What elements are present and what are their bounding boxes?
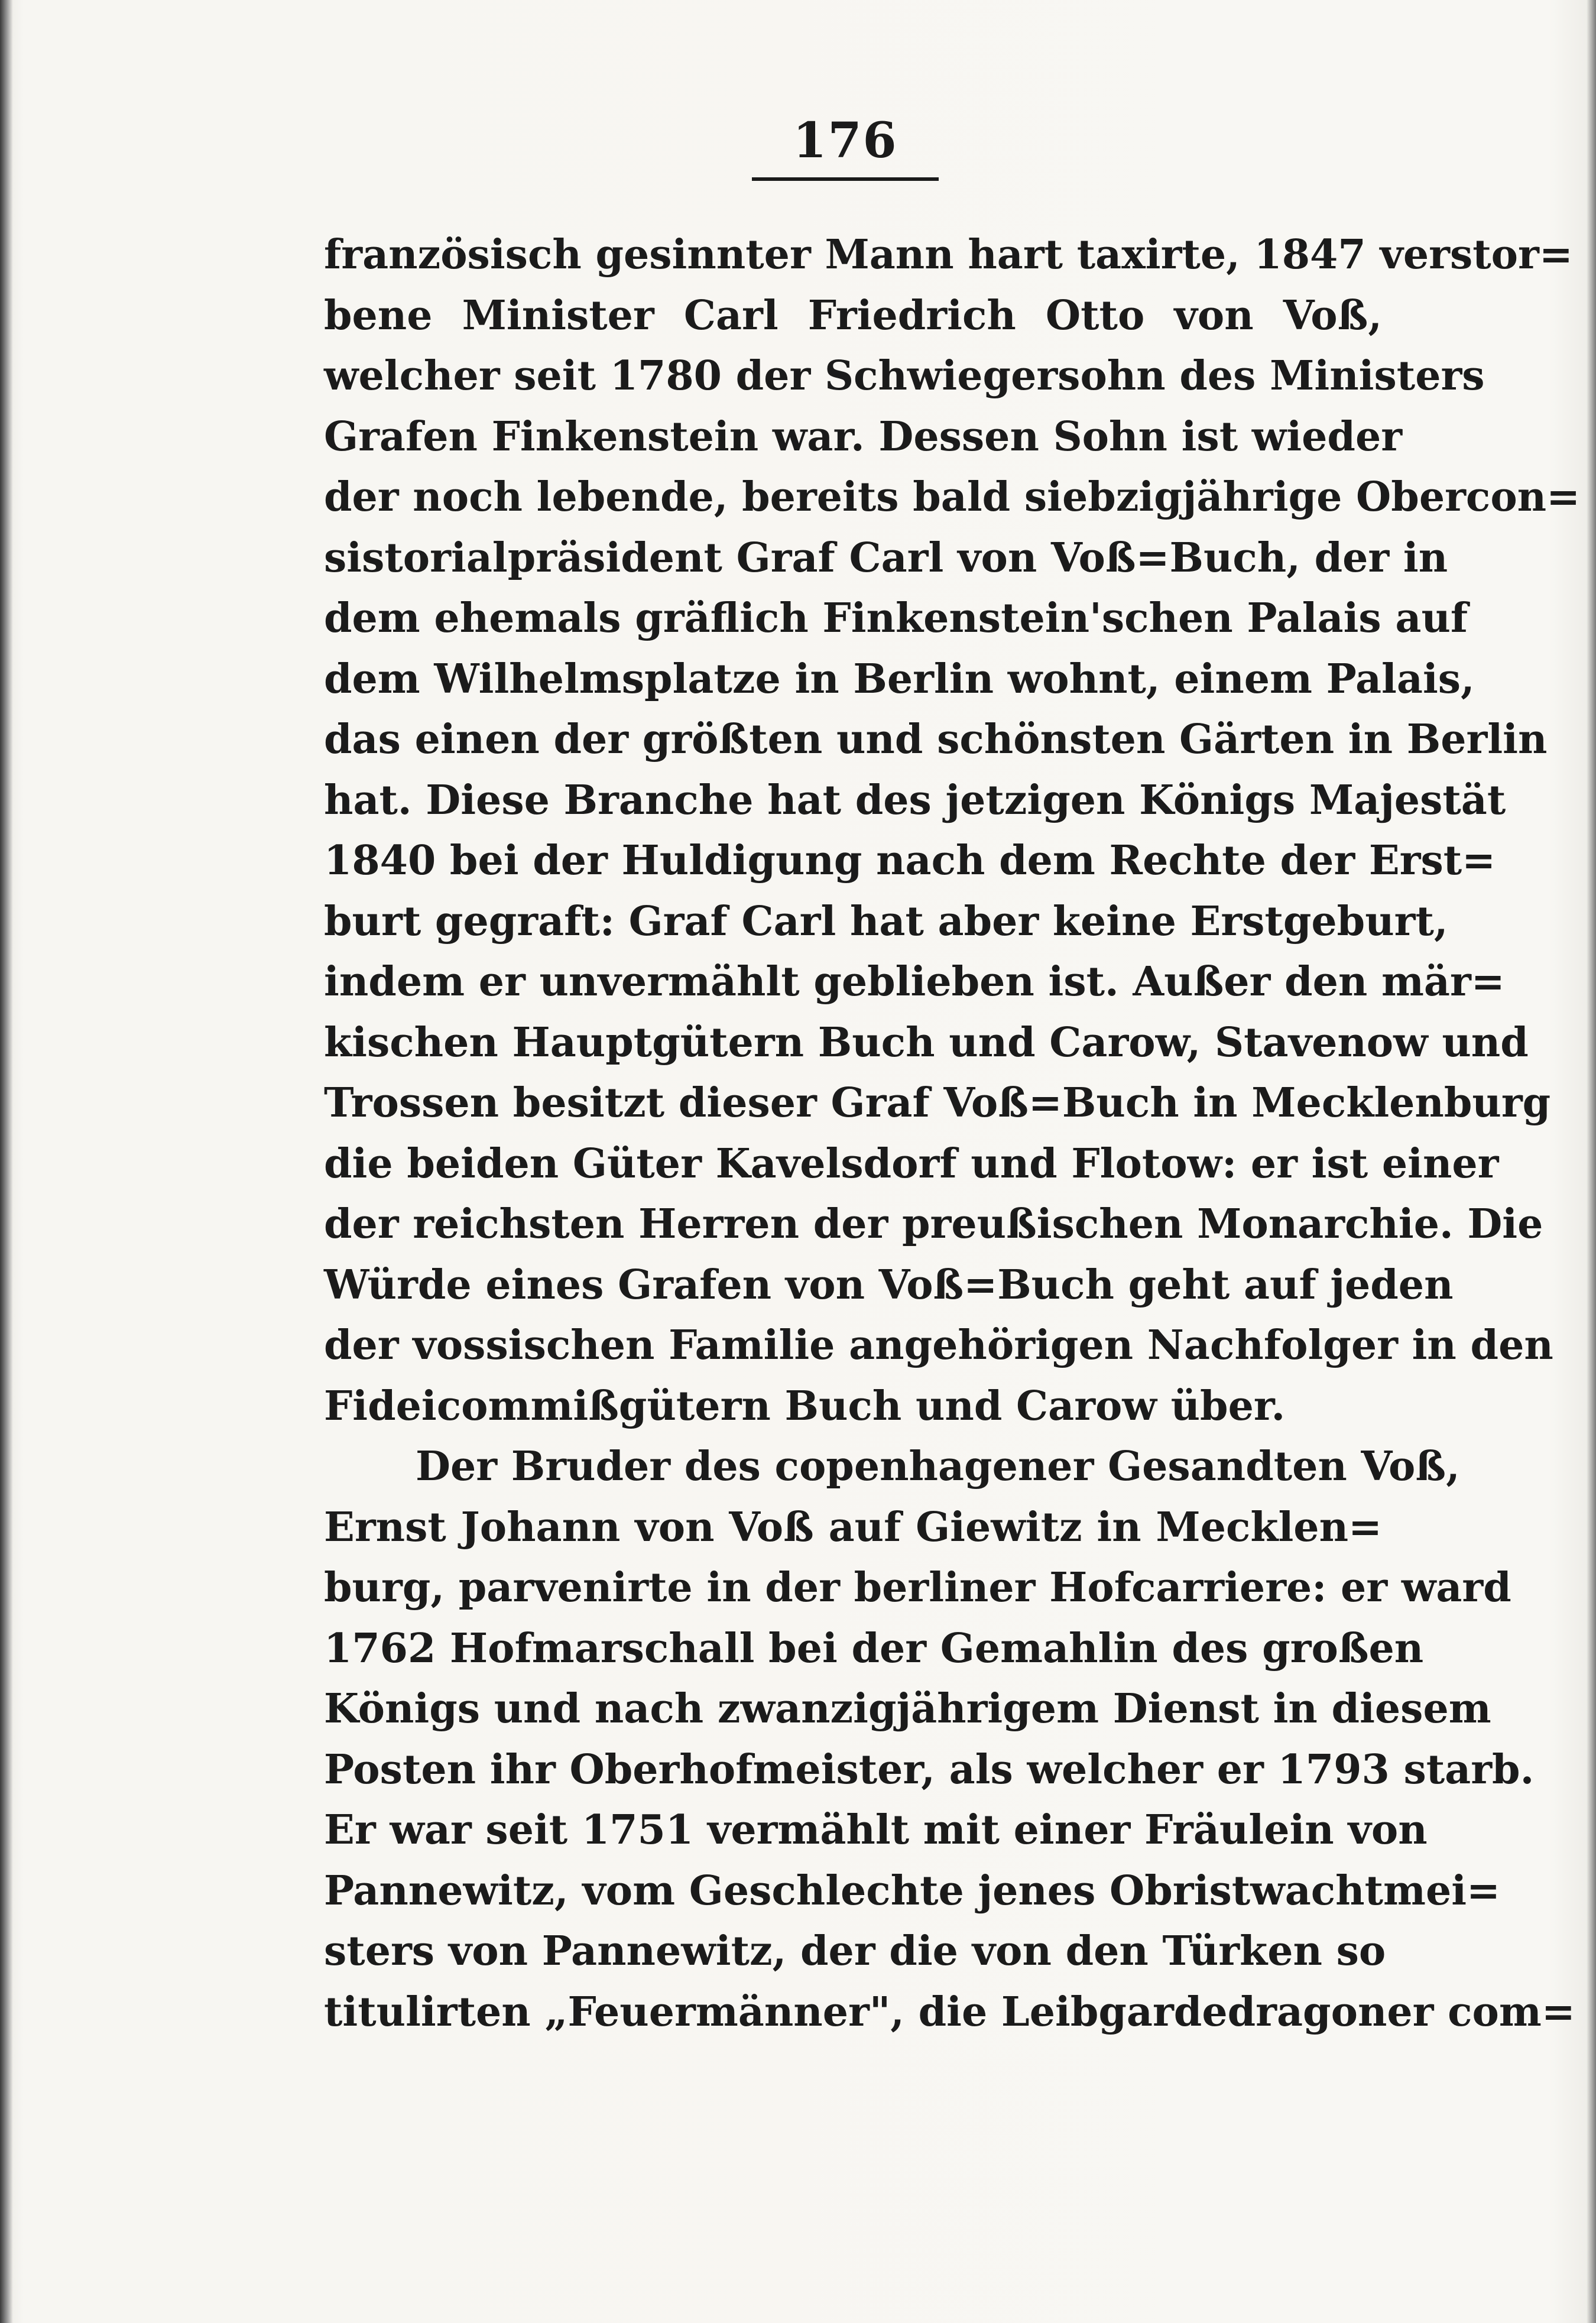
text-line: titulirten „Feuermänner", die Leibgardedragoner com=	[324, 1988, 1575, 2036]
text-line: französisch gesinnter Mann hart taxirte, 1847 verstor=	[324, 231, 1573, 278]
page-edge-shadow	[1587, 0, 1596, 2323]
text-line: Trossen besitzt dieser Graf Voß=Buch in Mecklenburg	[324, 1079, 1551, 1127]
paragraph-end-line: Fideicommißgütern Buch und Carow über.	[324, 1382, 1286, 1430]
text-line: sters von Pannewitz, der die von den Türken so	[324, 1928, 1386, 1975]
text-line: der reichsten Herren der preußischen Monarchie. Die	[324, 1201, 1543, 1248]
text-line: Würde eines Grafen von Voß=Buch geht auf jeden	[324, 1261, 1454, 1309]
text-line: bene Minister Carl Friedrich Otto von Voß,	[324, 291, 1382, 339]
text-line: indem er unvermählt geblieben ist. Außer den mär=	[324, 958, 1505, 1005]
text-line: dem ehemals gräflich Finkenstein'schen Palais auf	[324, 595, 1468, 642]
text-line: der vossischen Familie angehörigen Nachfolger in den	[324, 1322, 1553, 1369]
text-line: burg, parvenirte in der berliner Hofcarriere: er ward	[324, 1564, 1511, 1611]
page-number: 176	[793, 112, 898, 169]
text-line: Er war seit 1751 vermählt mit einer Fräulein von	[324, 1806, 1428, 1854]
text-line: Ernst Johann von Voß auf Giewitz in Mecklen=	[324, 1503, 1382, 1551]
text-line: sistorialpräsident Graf Carl von Voß=Buch, der in	[324, 534, 1448, 582]
text-line: Grafen Finkenstein war. Dessen Sohn ist wieder	[324, 413, 1403, 460]
text-line: kischen Hauptgütern Buch und Carow, Stavenow und	[324, 1018, 1529, 1066]
text-line: der noch lebende, bereits bald siebzigjährige Obercon=	[324, 473, 1581, 521]
text-line: welcher seit 1780 der Schwiegersohn des Ministers	[324, 352, 1485, 400]
paragraph-start-line: Der Bruder des copenhagener Gesandten Voß,	[416, 1443, 1460, 1490]
text-line: Königs und nach zwanzigjährigem Dienst in diesem	[324, 1685, 1491, 1732]
page-number-rule	[752, 177, 939, 181]
text-line: dem Wilhelmsplatze in Berlin wohnt, einem Palais,	[324, 655, 1475, 703]
body-text	[324, 225, 1581, 2042]
binding-edge	[0, 0, 13, 2323]
text-line: die beiden Güter Kavelsdorf und Flotow: er ist einer	[324, 1140, 1499, 1188]
text-line: Pannewitz, vom Geschlechte jenes Obristwachtmei=	[324, 1867, 1501, 1915]
text-line: Posten ihr Oberhofmeister, als welcher er 1793 starb.	[324, 1746, 1535, 1793]
text-line: hat. Diese Branche hat des jetzigen Königs Majestät	[324, 776, 1506, 824]
text-line: 1762 Hofmarschall bei der Gemahlin des großen	[324, 1624, 1424, 1672]
text-line: das einen der größten und schönsten Gärten in Berlin	[324, 716, 1548, 763]
text-line: burt gegraft: Graf Carl hat aber keine Erstgeburt,	[324, 897, 1448, 945]
text-line: 1840 bei der Huldigung nach dem Rechte der Erst=	[324, 837, 1496, 884]
